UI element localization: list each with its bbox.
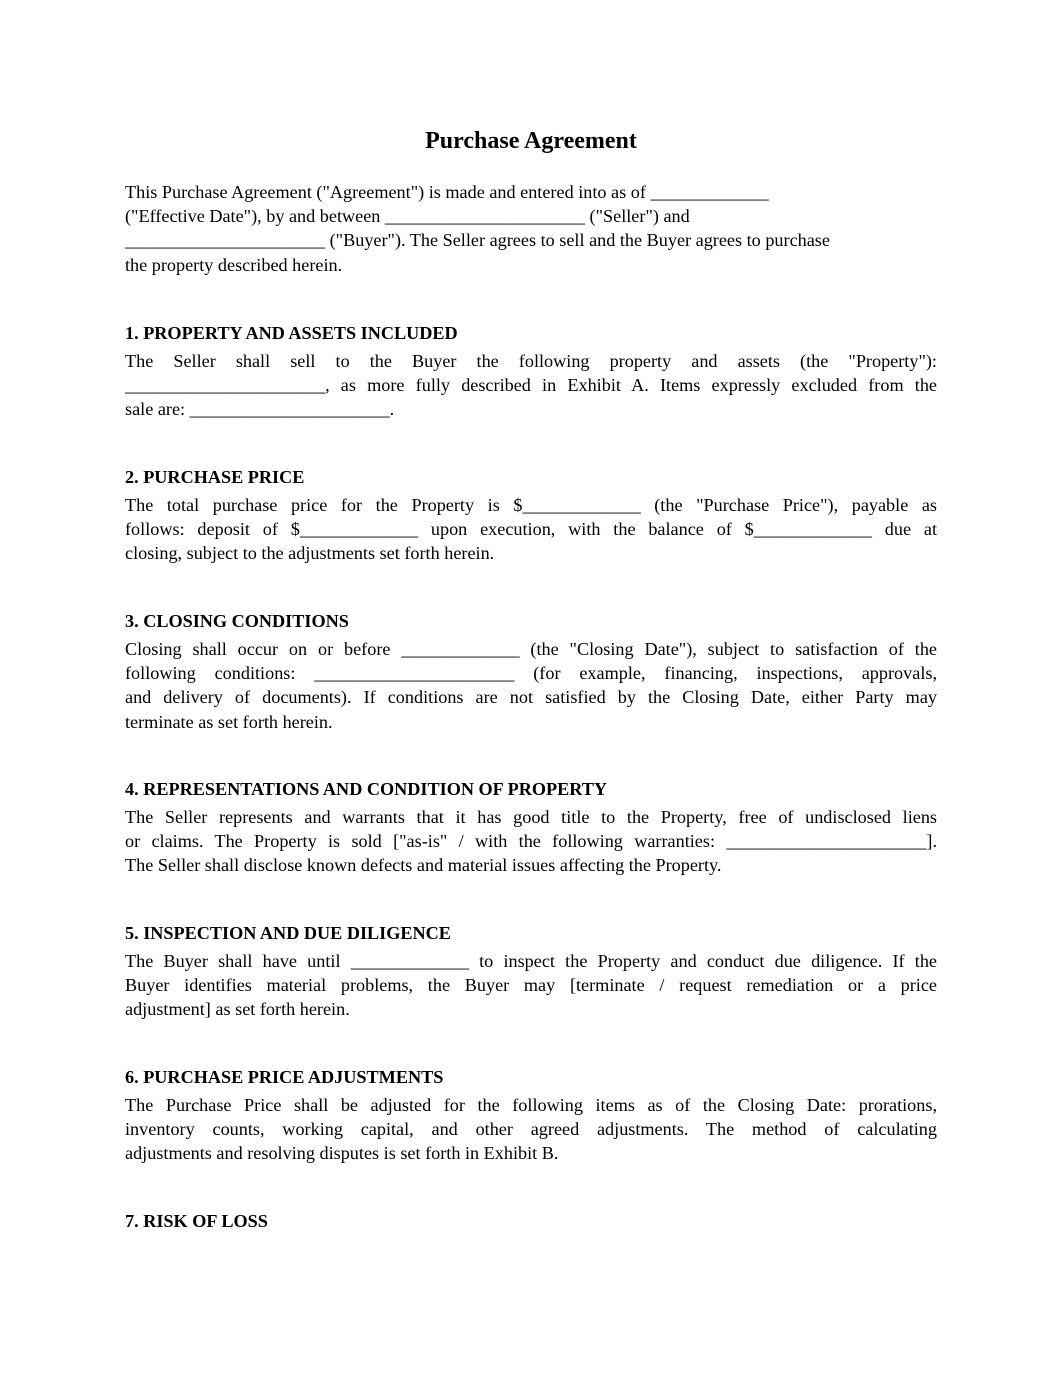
intro-paragraph bbox=[125, 180, 937, 277]
section-line: follows: deposit of $_____________ upon execution, with the balance of $_____________ due at bbox=[125, 519, 937, 540]
section-heading-inspection: 5. INSPECTION AND DUE DILIGENCE bbox=[125, 923, 451, 943]
section-line: ______________________, as more fully described in Exhibit A. Items expressly excluded from the bbox=[125, 375, 937, 396]
section-line: sale are: ______________________. bbox=[125, 399, 395, 420]
section-line: The total purchase price for the Property is $_____________ (the "Purchase Price"), payable as bbox=[125, 495, 937, 515]
section-line: following conditions: ______________________ (for example, financing, inspections, approvals, bbox=[125, 663, 937, 684]
section-line: inventory counts, working capital, and other agreed adjustments. The method of calculating bbox=[125, 1119, 937, 1140]
intro-line: This Purchase Agreement ("Agreement") is made and entered into as of _____________ bbox=[125, 182, 769, 202]
section-heading-closing-conditions: 3. CLOSING CONDITIONS bbox=[125, 611, 349, 631]
section-body-closing-conditions bbox=[125, 637, 937, 734]
section-body-inspection bbox=[125, 949, 937, 1022]
section-body-price-adjustments bbox=[125, 1093, 937, 1166]
section-line: Closing shall occur on or before _____________ (the "Closing Date"), subject to satisfaction of the bbox=[125, 639, 937, 659]
section-line: and delivery of documents). If conditions are not satisfied by the Closing Date, either Party may bbox=[125, 687, 937, 708]
intro-line: ("Effective Date"), by and between ______________________ ("Seller") and bbox=[125, 206, 690, 227]
section-line: terminate as set forth herein. bbox=[125, 711, 333, 732]
section-line: The Buyer shall have until _____________ to inspect the Property and conduct due diligence. If the bbox=[125, 951, 937, 971]
intro-line: the property described herein. bbox=[125, 254, 343, 275]
section-line: The Seller represents and warrants that it has good title to the Property, free of undisclosed liens bbox=[125, 807, 937, 827]
section-body-representations bbox=[125, 805, 937, 878]
section-body-purchase-price bbox=[125, 493, 937, 566]
section-line: Buyer identifies material problems, the Buyer may [terminate / request remediation or a price bbox=[125, 975, 937, 996]
section-line: closing, subject to the adjustments set forth herein. bbox=[125, 543, 495, 564]
section-body-property bbox=[125, 349, 937, 422]
section-line: adjustment] as set forth herein. bbox=[125, 999, 350, 1020]
section-heading-property: 1. PROPERTY AND ASSETS INCLUDED bbox=[125, 323, 458, 343]
section-line: or claims. The Property is sold ["as-is" / with the following warranties: ______________________]. bbox=[125, 831, 937, 852]
section-line: The Purchase Price shall be adjusted for the following items as of the Closing Date: prorations, bbox=[125, 1095, 937, 1115]
document-title: Purchase Agreement bbox=[425, 128, 637, 154]
section-line: The Seller shall disclose known defects and material issues affecting the Property. bbox=[125, 855, 722, 876]
section-heading-price-adjustments: 6. PURCHASE PRICE ADJUSTMENTS bbox=[125, 1067, 444, 1087]
section-line: adjustments and resolving disputes is set forth in Exhibit B. bbox=[125, 1143, 559, 1164]
section-heading-risk-of-loss: 7. RISK OF LOSS bbox=[125, 1211, 268, 1231]
section-line: The Seller shall sell to the Buyer the following property and assets (the "Property"): bbox=[125, 351, 937, 371]
intro-line: ______________________ ("Buyer"). The Seller agrees to sell and the Buyer agrees to purchase bbox=[125, 230, 830, 251]
section-heading-purchase-price: 2. PURCHASE PRICE bbox=[125, 467, 305, 487]
section-heading-representations: 4. REPRESENTATIONS AND CONDITION OF PROPERTY bbox=[125, 779, 608, 799]
